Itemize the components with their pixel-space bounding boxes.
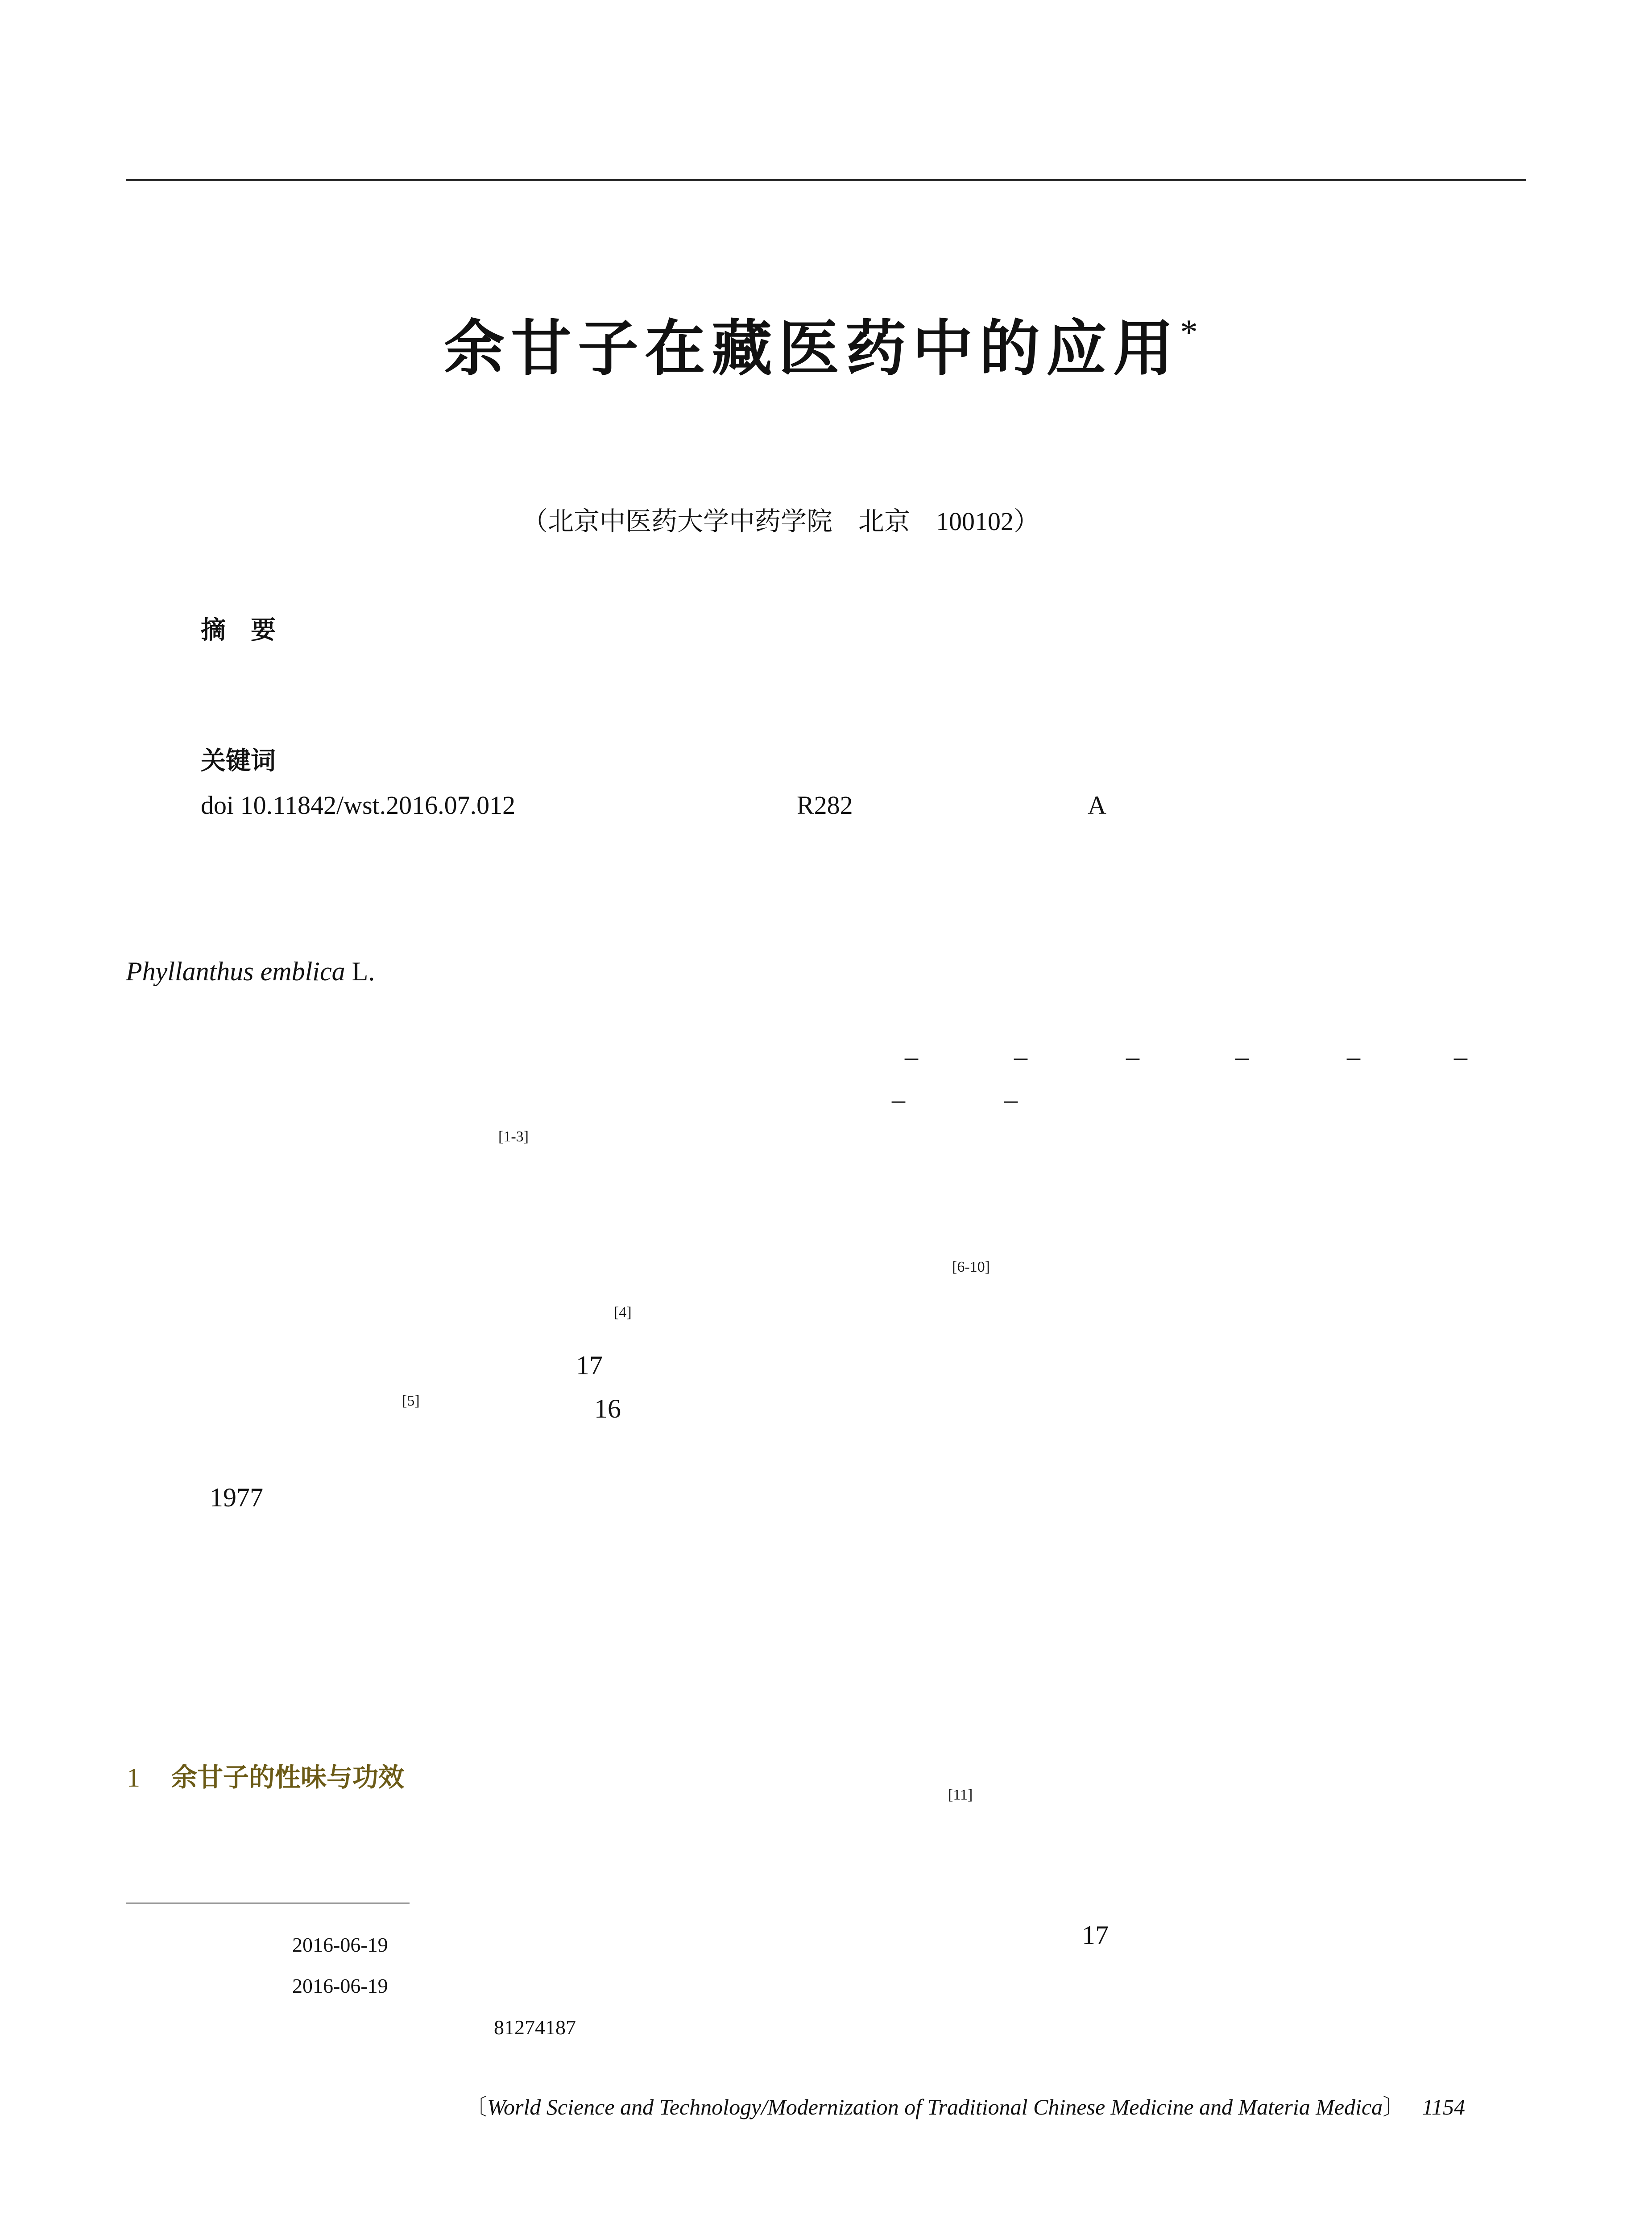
doi-text: doi 10.11842/wst.2016.07.012 bbox=[201, 791, 516, 820]
dash-mark: – bbox=[1454, 1042, 1467, 1071]
journal-name: World Science and Technology/Modernization of Traditional Chinese Medicine and Materia Medica bbox=[487, 2094, 1383, 2119]
dash-mark: – bbox=[1014, 1042, 1027, 1071]
citation-1-3: [1-3] bbox=[498, 1128, 529, 1145]
document-code: A bbox=[1088, 791, 1106, 820]
species-latin: Phyllanthus emblica bbox=[126, 957, 345, 986]
section-number: 1 bbox=[127, 1763, 140, 1792]
journal-footer bbox=[465, 2096, 1465, 2118]
species-name bbox=[126, 958, 375, 985]
keywords-label: 关键词 bbox=[201, 746, 276, 775]
citation-6-10: [6-10] bbox=[952, 1259, 990, 1275]
page-number: 1154 bbox=[1422, 2094, 1465, 2119]
dash-mark: – bbox=[1347, 1042, 1360, 1071]
number-17: 17 bbox=[576, 1351, 603, 1380]
dash-mark: – bbox=[892, 1085, 905, 1114]
paper-title-text: 余甘子在藏医药中的应用 bbox=[444, 316, 1180, 383]
footer-bracket-close: 〕 bbox=[1383, 2094, 1405, 2119]
footer-bracket-open: 〔 bbox=[465, 2094, 487, 2119]
year-1977: 1977 bbox=[210, 1483, 263, 1512]
dash-mark: – bbox=[1235, 1042, 1249, 1071]
grant-number: 81274187 bbox=[494, 2016, 576, 2039]
title-footnote-mark: * bbox=[1180, 313, 1204, 352]
abstract-label: 摘 要 bbox=[201, 616, 276, 645]
section-heading: 余甘子的性味与功效 bbox=[171, 1762, 405, 1792]
number-16: 16 bbox=[594, 1394, 621, 1423]
header-rule bbox=[126, 179, 1526, 181]
species-author: L. bbox=[352, 957, 375, 986]
citation-11: [11] bbox=[948, 1787, 973, 1803]
revised-date: 2016-06-19 bbox=[292, 1974, 388, 1997]
received-date: 2016-06-19 bbox=[292, 1933, 388, 1956]
clc-number: R282 bbox=[797, 791, 853, 820]
citation-5: [5] bbox=[402, 1393, 420, 1409]
number-17: 17 bbox=[1082, 1920, 1109, 1950]
affiliation: （北京中医药大学中药学院 北京 100102） bbox=[522, 507, 1040, 536]
dash-mark: – bbox=[905, 1042, 918, 1071]
citation-4: [4] bbox=[614, 1304, 632, 1321]
paper-title bbox=[444, 313, 1204, 383]
dash-mark: – bbox=[1004, 1085, 1018, 1114]
dash-mark: – bbox=[1126, 1042, 1139, 1071]
